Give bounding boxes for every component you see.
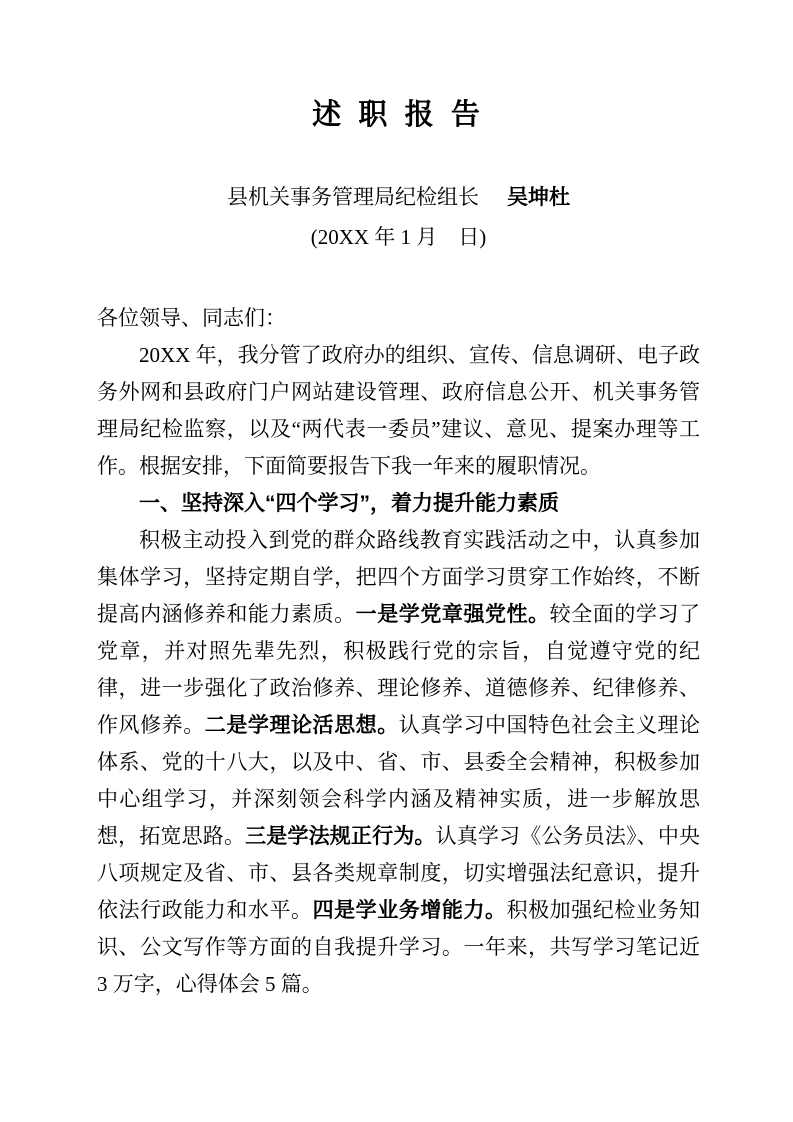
date-line: (20XX 年 1 月 日) [310, 224, 487, 249]
text-segment: 积极加强纪检业务知识、公文写作等方面的自我提升学习。一年来，共写学习笔记近 3 万字，心得体会 5 篇。 [97, 898, 701, 997]
report-title: 述 职 报 告 [312, 99, 485, 131]
author-name: 吴坤杜 [507, 184, 570, 209]
text-segment: 较全面的学习了党章，并对照先辈先烈，积极践行党的宗旨，自觉遵守党的纪律，进一步强化了政治修养、理论修养、道德修养、纪律修养、作风修养。 [97, 602, 701, 738]
author-position-title: 县机关事务管理局纪检组长 [227, 184, 479, 209]
subpoint-1-label: 一是学党章强党性。 [355, 602, 550, 627]
text-segment: 积极主动投入到党的群众路线教育实践活动之中，认真参加集体学习，坚持定期自学，把四个方面学习贯穿工作始终，不断提高内涵修养和能力素质。 [97, 528, 700, 627]
subpoint-4-label: 四是学业务增能力。 [312, 898, 507, 923]
document-content [97, 0, 700, 1003]
intro-paragraph: 20XX 年，我分管了政府办的组织、宣传、信息调研、电子政务外网和县政府门户网站建设管理、政府信息公开、机关事务管理局纪检监察，以及“两代表一委员”建议、意见、提案办理等工作。根据安排，下面简要报告下我一年来的履职情况。 [97, 343, 700, 479]
subpoint-3-label: 三是学法规正行为。 [245, 824, 436, 849]
section-1-paragraph [97, 522, 700, 1003]
author-line [97, 186, 700, 209]
salutation: 各位领导、同志们： [97, 306, 286, 331]
text-segment: 认真学习《公务员法》、中央八项规定及省、市、县各类规章制度，切实增强法纪意识，提升依法行政能力和水平。 [97, 824, 701, 923]
subpoint-2-label: 二是学理论活思想。 [204, 713, 399, 738]
text-segment: 认真学习中国特色社会主义理论体系、党的十八大，以及中、省、市、县委全会精神，积极参加中心组学习，并深刻领会科学内涵及精神实质，进一步解放思想，拓宽思路。 [97, 713, 701, 849]
report-body [97, 300, 700, 1003]
section-1-heading: 一、坚持深入“四个学习”，着力提升能力素质 [139, 492, 559, 516]
